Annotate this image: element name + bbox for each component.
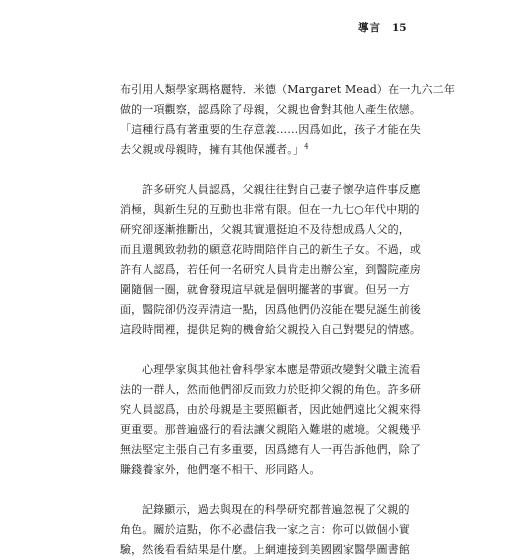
text-line: 做的一項觀察，認爲除了母親，父親也會對其他人產生依戀。	[120, 103, 422, 116]
text-line: 消極，與新生兒的互動也非常有限。但在一九七○年代中期的	[120, 203, 420, 216]
body-text	[120, 80, 455, 560]
text-line: 許有人認爲，若任何一名研究人員肯走出辦公室，到醫院產房	[120, 263, 422, 276]
paragraph-2	[120, 180, 420, 340]
text-line: 面，醫院卻仍沒弄清這一點，因爲他們仍沒能在嬰兒誕生前後	[120, 303, 422, 316]
text-line: 法的一群人，然而他們卻反而致力於貶抑父親的角色。許多研	[120, 383, 422, 396]
footnote-reference[interactable]: 4	[304, 142, 309, 151]
text-line: 角色。關於這點，你不必盡信我一家之言：你可以做個小實	[120, 523, 410, 536]
text-line: 圍隨個一圈，就會發現這早就是個明擺著的事實。但另一方	[120, 283, 410, 296]
text-line: 賺錢養家外，他們毫不相干、形同路人。	[120, 463, 321, 476]
text-line: 研究卻逐漸推斷出，父親其實還挺迫不及待想成爲人父的，	[120, 223, 410, 236]
text-line: 驗，然後看看結果是什麼。上網連接到美國國家醫學圖書館	[120, 543, 410, 556]
paragraph-1	[120, 80, 455, 160]
text-line: 無法堅定主張自己有多重要，因爲總有人一再告訴他們，除了	[120, 443, 422, 456]
text-line: 更重要。那普遍盛行的看法讓父親陷入難堪的處境。父親幾乎	[120, 423, 422, 436]
text-line-content: 去父親或母親時，擁有其他保護者。」	[120, 143, 305, 156]
text-line: 許多研究人員認爲，父親往往對自己妻子懷孕這件事反應	[142, 183, 421, 196]
running-head: 導言	[358, 22, 381, 34]
paragraph-3	[120, 360, 420, 480]
page-header	[0, 20, 520, 36]
text-line: 而且還興致勃勃的願意花時間陪伴自己的新生子女。不過，或	[120, 243, 422, 256]
page-number: 15	[392, 22, 407, 34]
text-line: 「這種行爲有著重要的生存意義……因爲如此，孩子才能在失	[120, 123, 422, 136]
text-line: 心理學家與其他社會科學家本應是帶頭改變對父職主流看	[142, 363, 421, 376]
text-line: 記錄顯示，過去與現在的科學研究都普遍忽視了父親的	[142, 503, 410, 516]
text-line: 究人員認爲，由於母親是主要照顧者，因此她們遠比父親來得	[120, 403, 422, 416]
paragraph-4	[120, 500, 420, 560]
text-line: 布引用人類學家瑪格麗特．米德（Margaret Mead）在一九六二年	[120, 83, 455, 96]
text-line	[120, 140, 420, 160]
text-line: 這段時間裡，提供足夠的機會給父親投入自己對嬰兒的情感。	[120, 323, 422, 336]
